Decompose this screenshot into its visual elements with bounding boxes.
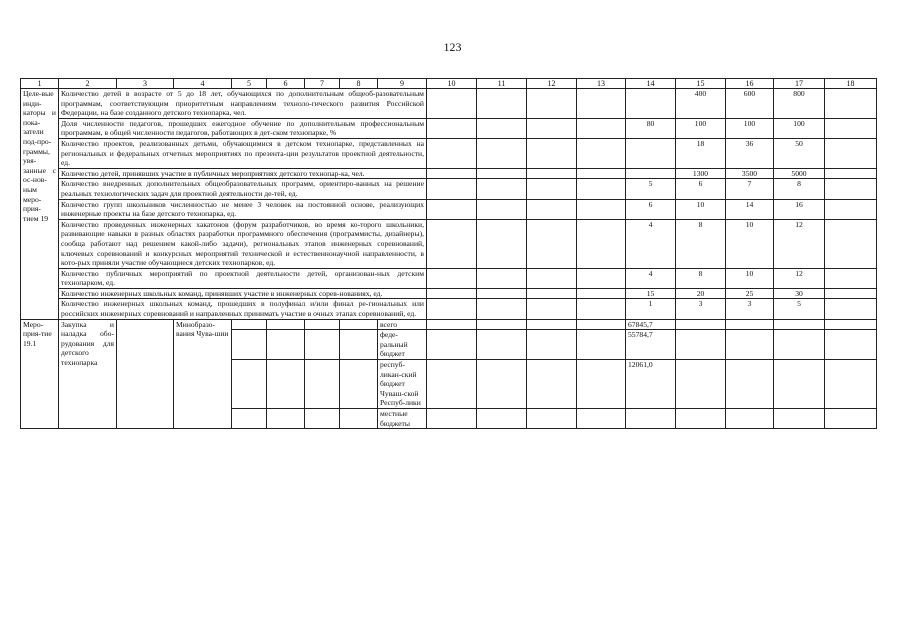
indicator-value: 12 — [774, 219, 825, 268]
indicator-value: 3 — [726, 299, 774, 319]
indicator-value: 1300 — [676, 168, 726, 179]
indicator-text: Количество публичных мероприятий по проектной деятельности детей, организован-ных детским технопарком, ед. — [59, 268, 427, 288]
indicator-value: 8 — [774, 179, 825, 199]
indicator-row — [21, 89, 877, 119]
indicator-row — [21, 179, 877, 199]
indicator-value: 36 — [726, 138, 774, 168]
indicator-value: 18 — [676, 138, 726, 168]
column-number: 3 — [117, 79, 174, 89]
funding-value: 55784,7 — [626, 330, 676, 360]
indicator-row — [21, 288, 877, 299]
indicator-text: Количество проведенных инженерных хакатонов (форум разработчиков, во время ко-торого школьники, развивающие навыки в разных областях разработки программного обеспечения (программисты, дизайнеры), сообща работают над решением какой-либо задачи), региональных этапов инженерных соревнований, ключевых соревнований и конкурсных мероприятий технической и естественнонаучной направленности, в кото-рых приняли участие обучающиеся детских технопарков, ед. — [59, 219, 427, 268]
indicator-text: Количество инженерных школьных команд, принявших участие в инженерных сорев-нованиях, ед. — [59, 288, 427, 299]
funding-source: местные бюджеты — [378, 409, 427, 429]
indicator-value: 3500 — [726, 168, 774, 179]
indicator-text: Количество внедренных дополнительных общеобразовательных программ, ориентиро-ванных на решение реальных технологических задач для проектной деятельности де-тей, ед. — [59, 179, 427, 199]
indicator-value: 5 — [774, 299, 825, 319]
indicator-value: 16 — [774, 199, 825, 219]
indicator-value: 7 — [726, 179, 774, 199]
indicator-value: 100 — [774, 118, 825, 138]
indicator-value: 10 — [726, 219, 774, 268]
column-number: 1 — [21, 79, 59, 89]
indicator-value: 400 — [676, 89, 726, 119]
column-number: 16 — [726, 79, 774, 89]
funding-source: всего — [378, 319, 427, 330]
indicator-value: 3 — [676, 299, 726, 319]
indicator-text: Количество инженерных школьных команд, прошедших в полуфинал и/или финал ре-гиональных или российских инженерных соревнований и направленных принимать участие в очных этапах соревнований, ед. — [59, 299, 427, 319]
column-number: 8 — [340, 79, 378, 89]
indicator-value — [626, 138, 676, 168]
indicator-text: Количество проектов, реализованных детьми, обучающимися в детском технопарке, представленных на региональных и федеральных отчетных мероприятиях по презента-ции результатов проектной деятельности, ед. — [59, 138, 427, 168]
measure-executor: Минобразо-вания Чува-шии — [174, 319, 232, 429]
indicator-value: 4 — [626, 268, 676, 288]
indicator-value: 15 — [626, 288, 676, 299]
column-number-row — [21, 79, 877, 89]
indicator-value: 8 — [676, 268, 726, 288]
indicator-row — [21, 268, 877, 288]
indicator-value: 5 — [626, 179, 676, 199]
funding-value: 67845,7 — [626, 319, 676, 330]
column-number: 15 — [676, 79, 726, 89]
indicator-value: 20 — [676, 288, 726, 299]
indicator-value: 600 — [726, 89, 774, 119]
column-number: 13 — [577, 79, 626, 89]
column-number: 9 — [378, 79, 427, 89]
funding-row — [21, 319, 877, 330]
column-number: 17 — [774, 79, 825, 89]
indicator-value: 100 — [676, 118, 726, 138]
indicator-value: 14 — [726, 199, 774, 219]
indicator-row — [21, 299, 877, 319]
indicator-row — [21, 168, 877, 179]
column-number: 7 — [305, 79, 340, 89]
indicator-row — [21, 138, 877, 168]
indicator-value: 800 — [774, 89, 825, 119]
indicator-value: 100 — [726, 118, 774, 138]
page-number: 123 — [443, 40, 462, 54]
indicator-text: Доля численности педагогов, прошедших ежегодное обучение по дополнительным профессиональным программам, в общей численности педагогов, работающих в дет-ском технопарке, % — [59, 118, 427, 138]
indicator-value: 8 — [676, 219, 726, 268]
funding-source: респуб-ликан-ский бюджет Чуваш-ской Респуб-лики — [378, 360, 427, 409]
measure-name: Закупка и наладка обо-рудования для детского технопарка — [59, 319, 117, 429]
column-number: 6 — [267, 79, 305, 89]
indicator-value: 50 — [774, 138, 825, 168]
indicator-value: 6 — [676, 179, 726, 199]
indicator-text: Количество детей в возрасте от 5 до 18 лет, обучающихся по дополнительным общеоб-разовательным программам, соответствующим приоритетным направлениям техноло-гического развития Российской Федерации, на базе созданного детского технопарка, чел. — [59, 89, 427, 119]
funding-source: феде-ральный бюджет — [378, 330, 427, 360]
measure-label: Меро-прия-тие 19.1 — [21, 319, 59, 429]
indicator-row — [21, 199, 877, 219]
indicator-row — [21, 219, 877, 268]
indicator-text: Количество групп школьников численностью не менее 3 человек на постоянной основе, реализующих инженерные проекты на базе детского технопарка, ед. — [59, 199, 427, 219]
column-number: 4 — [174, 79, 232, 89]
indicator-row — [21, 118, 877, 138]
indicator-value: 6 — [626, 199, 676, 219]
indicator-value: 25 — [726, 288, 774, 299]
indicator-value: 4 — [626, 219, 676, 268]
column-number: 2 — [59, 79, 117, 89]
indicator-value: 30 — [774, 288, 825, 299]
indicator-text: Количество детей, принявших участие в публичных мероприятиях детского технопар-ка, чел. — [59, 168, 427, 179]
indicator-value: 80 — [626, 118, 676, 138]
indicator-value: 10 — [726, 268, 774, 288]
funding-value — [626, 409, 676, 429]
column-number: 14 — [626, 79, 676, 89]
column-number: 11 — [477, 79, 527, 89]
column-number: 12 — [527, 79, 577, 89]
funding-value: 12061,0 — [626, 360, 676, 409]
indicator-value: 12 — [774, 268, 825, 288]
column-number: 10 — [427, 79, 477, 89]
indicator-value: 5000 — [774, 168, 825, 179]
indicator-value: 10 — [676, 199, 726, 219]
indicator-value — [626, 168, 676, 179]
indicator-value — [626, 89, 676, 119]
column-number: 5 — [232, 79, 267, 89]
target-indicators-label: Целе-вые инди-каторы и пока-затели под-про-граммы, увя-занные с ос-нов-ным меро-прия-тием 19 — [21, 89, 59, 320]
indicator-value: 1 — [626, 299, 676, 319]
program-table — [20, 78, 877, 429]
column-number: 18 — [825, 79, 877, 89]
